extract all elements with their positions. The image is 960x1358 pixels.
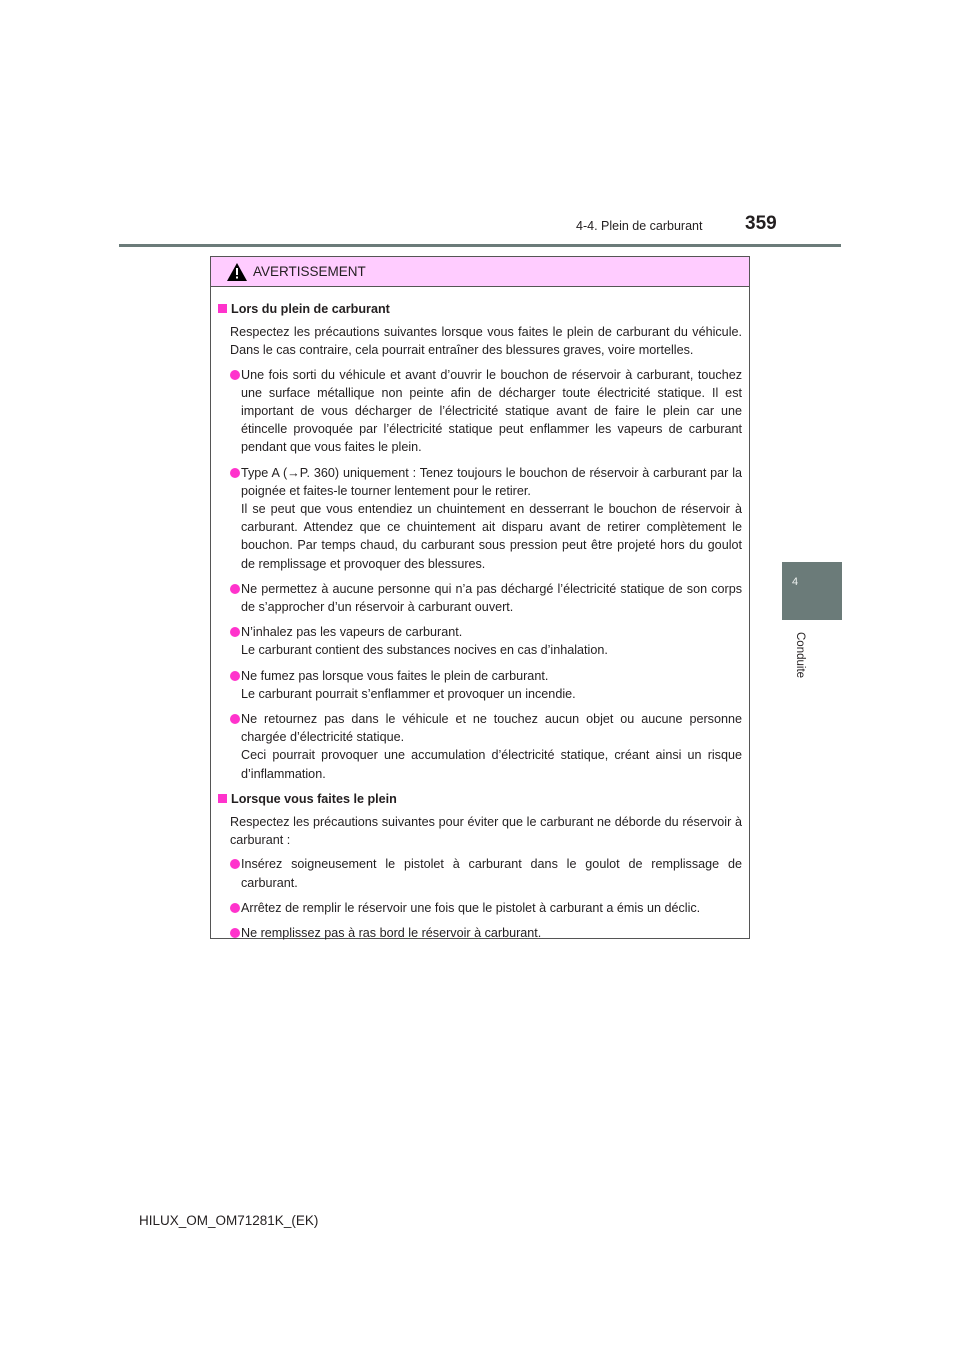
- section-title: 4-4. Plein de carburant: [576, 219, 703, 233]
- list-item: Ne fumez pas lorsque vous faites le plein de carburant. Le carburant pourrait s’enflammer et provoquer un incendie.: [218, 667, 742, 703]
- chapter-tab: [782, 562, 842, 620]
- round-bullet-icon: [230, 370, 240, 380]
- round-bullet-icon: [230, 714, 240, 724]
- header-divider: [119, 244, 841, 247]
- list-item: Type A (→P. 360) uniquement : Tenez toujours le bouchon de réservoir à carburant par la poignée et faites-le tourner lentement pour le retirer. Il se peut que vous entendiez un chuintement en desserrant le bouchon de réservoir à carburant. Attendez que ce chuintement ait disparu avant de retirer complètement le bouchon. Par temps chaud, du carburant sous pression peut être projeté hors du goulot de remplissage et provoquer des blessures.: [218, 464, 742, 573]
- page-number: 359: [745, 213, 777, 234]
- warning-header: [211, 257, 749, 287]
- warning-box: [210, 256, 750, 939]
- document-code: HILUX_OM_OM71281K_(EK): [139, 1213, 319, 1228]
- section-intro: Respectez les précautions suivantes lorsque vous faites le plein de carburant du véhicule. Dans le cas contraire, cela pourrait entraîner des blessures graves, voire mortelles.: [230, 325, 742, 358]
- list-item: N’inhalez pas les vapeurs de carburant. Le carburant contient des substances nocives en cas d’inhalation.: [218, 623, 742, 659]
- round-bullet-icon: [230, 928, 240, 938]
- list-item: Ne permettez à aucune personne qui n’a pas déchargé l’électricité statique de son corps de s’approcher d’un réservoir à carburant ouvert.: [218, 580, 742, 616]
- section-intro: Respectez les précautions suivantes pour éviter que le carburant ne déborde du réservoir à carburant :: [230, 815, 742, 848]
- list-item: Ne remplissez pas à ras bord le réservoir à carburant.: [218, 924, 742, 942]
- square-bullet-icon: [218, 304, 227, 313]
- section-heading: Lors du plein de carburant: [218, 300, 742, 318]
- round-bullet-icon: [230, 627, 240, 637]
- warning-triangle-icon: [227, 263, 247, 281]
- round-bullet-icon: [230, 903, 240, 913]
- round-bullet-icon: [230, 468, 240, 478]
- list-item: Insérez soigneusement le pistolet à carburant dans le goulot de remplissage de carburant.: [218, 855, 742, 891]
- round-bullet-icon: [230, 859, 240, 869]
- warning-title: AVERTISSEMENT: [253, 264, 366, 279]
- list-item: Ne retournez pas dans le véhicule et ne touchez aucun objet ou aucune personne chargée d’électricité statique. Ceci pourrait provoquer une accumulation d’électricité statique, créant ainsi un risque d’inflammation.: [218, 710, 742, 783]
- list-item: Une fois sorti du véhicule et avant d’ouvrir le bouchon de réservoir à carburant, touchez une surface métallique non peinte afin de décharger toute électricité statique. Il est important de vous décharger de l’électricité statique avant de faire le plein car une étincelle provoquée par l’électricité statique peut enflammer les vapeurs de carburant pendant que vous faites le plein.: [218, 366, 742, 457]
- warning-body: [211, 287, 749, 942]
- square-bullet-icon: [218, 794, 227, 803]
- chapter-label: Conduite: [794, 632, 806, 679]
- round-bullet-icon: [230, 584, 240, 594]
- round-bullet-icon: [230, 671, 240, 681]
- chapter-number: 4: [792, 576, 799, 588]
- section-heading: Lorsque vous faites le plein: [218, 790, 742, 808]
- list-item: Arrêtez de remplir le réservoir une fois que le pistolet à carburant a émis un déclic.: [218, 899, 742, 917]
